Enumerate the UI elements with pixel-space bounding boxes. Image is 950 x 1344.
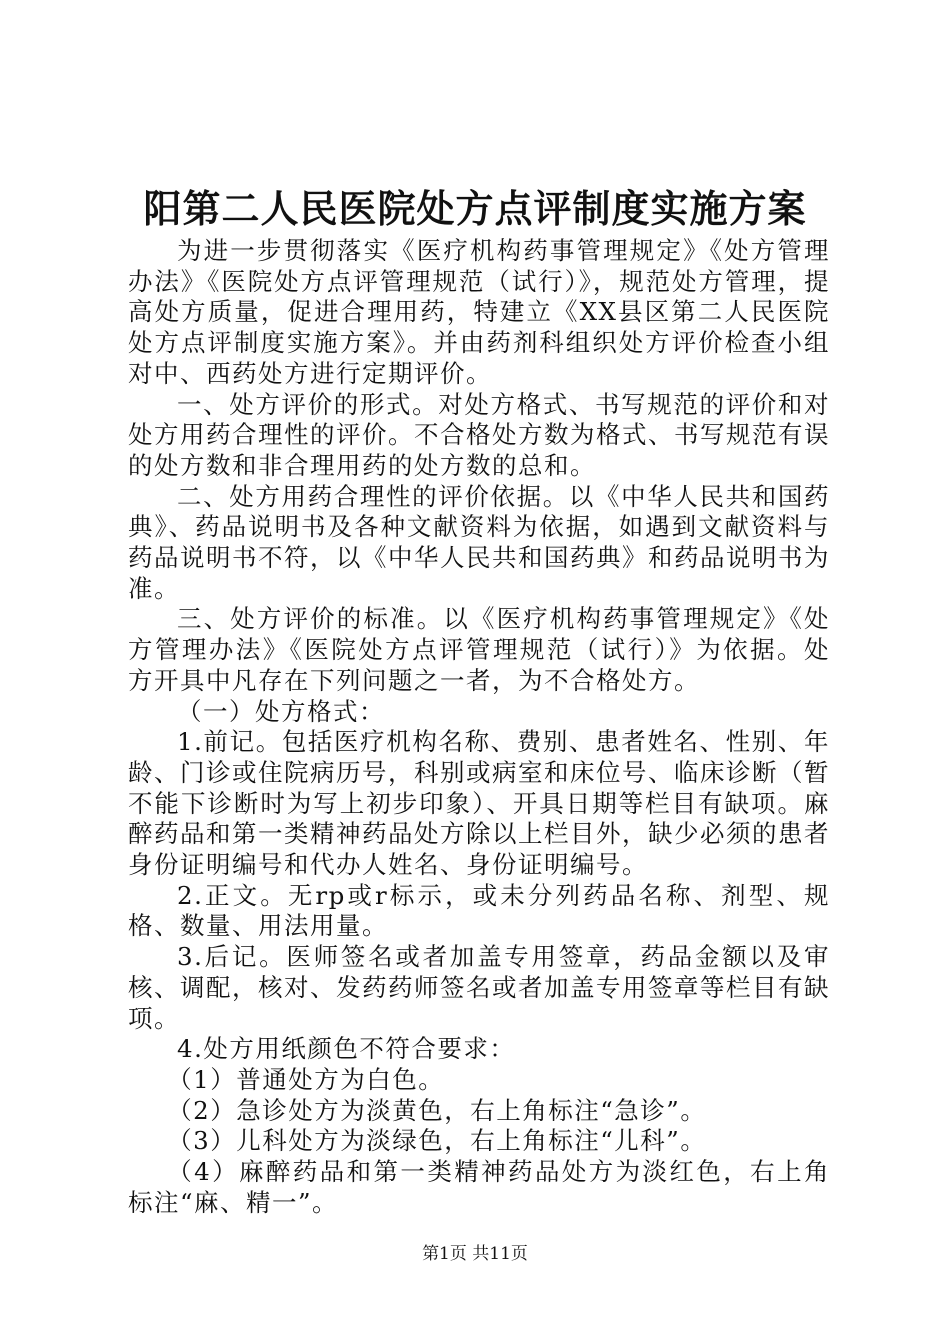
paragraph-item-2: 2.正文。无rp或r标示，或未分列药品名称、剂型、规格、数量、用法用量。 — [128, 880, 830, 941]
paragraph-subitem-1: （1）普通处方为白色。 — [167, 1064, 445, 1094]
paragraph-subitem-3: （3）儿科处方为淡绿色，右上角标注“儿科”。 — [167, 1126, 707, 1156]
paragraph-section-1: 一、处方评价的形式。对处方格式、书写规范的评价和对处方用药合理性的评价。不合格处方数为格式、书写规范有误的处方数和非合理用药的处方数的总和。 — [128, 389, 830, 480]
paragraph-item-3: 3.后记。医师签名或者加盖专用签章，药品金额以及审核、调配，核对、发药药师签名或者加盖专用签章等栏目有缺项。 — [128, 942, 830, 1033]
paragraph-subitem-4: （4）麻醉药品和第一类精神药品处方为淡红色，右上角标注“麻、精一”。 — [128, 1157, 830, 1217]
document-body — [128, 236, 830, 1219]
subheading-prescription-format: （一）处方格式： — [177, 696, 385, 726]
paragraph-item-1: 1.前记。包括医疗机构名称、费别、患者姓名、性别、年龄、门诊或住院病历号，科别或病室和床位号、临床诊断（暂不能下诊断时为写上初步印象）、开具日期等栏目有缺项。麻醉药品和第一类精神药品处方除以上栏目外，缺少必须的患者身份证明编号和代办人姓名、身份证明编号。 — [128, 727, 830, 880]
paragraph-intro: 为进一步贯彻落实《医疗机构药事管理规定》《处方管理办法》《医院处方点评管理规范（试行）》，规范处方管理，提高处方质量，促进合理用药，特建立《XX县区第二人民医院处方点评制度实施方案》。并由药剂科组织处方评价检查小组对中、西药处方进行定期评价。 — [128, 236, 830, 388]
document-title: 阳第二人民医院处方点评制度实施方案 — [143, 186, 807, 231]
paragraph-item-4: 4.处方用纸颜色不符合要求： — [177, 1034, 516, 1064]
page-footer: 第1页 共11页 — [422, 1244, 528, 1264]
paragraph-section-3: 三、处方评价的标准。以《医疗机构药事管理规定》《处方管理办法》《医院处方点评管理规范（试行）》为依据。处方开具中凡存在下列问题之一者，为不合格处方。 — [128, 604, 830, 695]
paragraph-subitem-2: （2）急诊处方为淡黄色，右上角标注“急诊”。 — [167, 1095, 707, 1125]
paragraph-section-2: 二、处方用药合理性的评价依据。以《中华人民共和国药典》、药品说明书及各种文献资料为依据，如遇到文献资料与药品说明书不符，以《中华人民共和国药典》和药品说明书为准。 — [128, 481, 830, 603]
